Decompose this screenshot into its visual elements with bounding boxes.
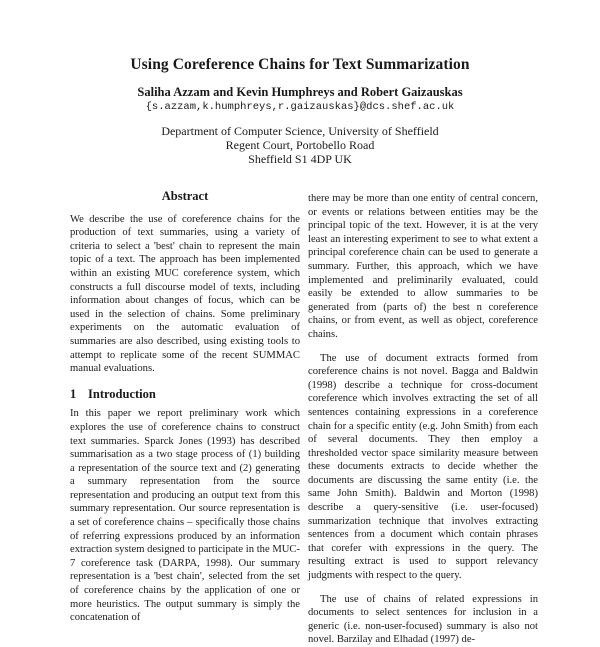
affiliation-department: Department of Computer Science, University of Sheffield bbox=[161, 124, 439, 138]
section-heading-introduction bbox=[70, 388, 300, 402]
abstract-text: We describe the use of coreference chains for the production of text summaries, using a variety of criteria to select a 'best' chain to represent the main topic of a text. The approach has been implemented within an existing MUC coreference system, which constructs a full discourse model of texts, including information about changes of focus, which can be used in the selection of chains. Some preliminary experiments on the automatic evaluation of summaries are also described, using existing tools to attempt to replicate some of the recent SUMMAC manual evaluations. bbox=[70, 213, 300, 375]
section-title: Introduction bbox=[88, 386, 156, 401]
right-paragraph-3: The use of chains of related expressions in documents to select sentences for inclusion in a generic (i.e. non-user-focused) summary is also not novel. Barzilay and Elhadad (1997) de- bbox=[308, 593, 538, 646]
right-paragraph-2: The use of document extracts formed from coreference chains is not novel. Bagga and Baldwin (1998) describe a technique for cross-document coreference which involves extracting the set of all sentences containing expressions in a coreference chain for a specific entity (e.g. John Smith) from each of several documents. They then employ a thresholded vector space similarity measure between these documents extracts to decide whether the documents are discussing the same entity (i.e. the same John Smith). Baldwin and Morton (1998) describe a query-sensitive (i.e. user-focused) summarization technique that involves extracting sentences from a document which contain phrases that corefer with expressions in the query. The resulting extract is used to support relevancy judgments with respect to the query. bbox=[308, 352, 538, 582]
affiliation-street: Regent Court, Portobello Road bbox=[225, 138, 375, 152]
right-column bbox=[308, 192, 538, 647]
author-emails: {s.azzam,k.humphreys,r.gaizauskas}@dcs.shef.ac.uk bbox=[145, 101, 455, 113]
section-number: 1 bbox=[70, 386, 77, 401]
author-list: Saliha Azzam and Kevin Humphreys and Robert Gaizauskas bbox=[137, 85, 463, 99]
paper-title: Using Coreference Chains for Text Summarization bbox=[130, 56, 470, 73]
abstract-heading: Abstract bbox=[161, 189, 209, 203]
right-paragraph-1: there may be more than one entity of central concern, or events or relations between entities may be the principal topic of the text. However, it is at the very least an interesting experiment to see to what extent a principal coreference chain can be used to generate a summary. Further, this approach, which we have implemented and preliminarily evaluated, could easily be extended to allow summaries to be generated from (parts of) the best n coreference chains, or from event, as well as object, coreference chains. bbox=[308, 193, 538, 340]
introduction-text: In this paper we report preliminary work which explores the use of coreference chains to construct text summaries. Sparck Jones (1993) has described summarisation as a two stage process of (1) building a representation of the source text and (2) generating a summary representation from the source representation and producing an output text from this summary representation. Our source representation is a set of coreference chains – specifically those chains of referring expressions produced by an information extraction system designed to participate in the MUC-7 coreference task (DARPA, 1998). Our summary representation is a 'best chain', selected from the set of coreference chains by the application of one or more heuristics. The output summary is simply the concatenation of bbox=[70, 408, 300, 624]
affiliation-city: Sheffield S1 4DP UK bbox=[248, 152, 352, 166]
left-column bbox=[70, 190, 300, 625]
